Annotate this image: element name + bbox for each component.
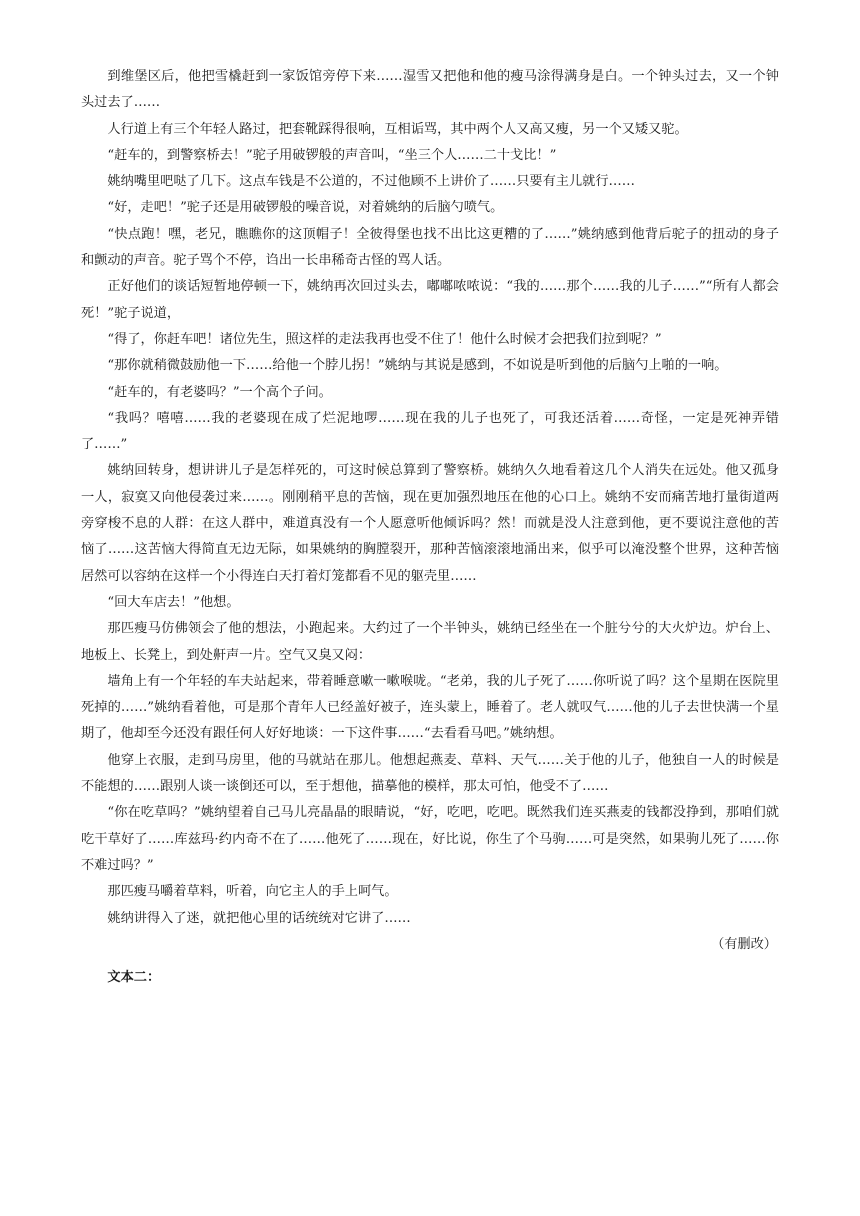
paragraph: 那匹瘦马仿佛领会了他的想法，小跑起来。大约过了一个半钟头，姚纳已经坐在一个脏兮兮的大火炉边。炉台上、地板上、长凳上，到处鼾声一片。空气又臭又闷： [81,621,779,663]
source-note: （有删改） [711,936,777,952]
paragraph: “好，走吧！”驼子还是用破锣般的噪音说，对着姚纳的后脑勺喷气。 [107,200,504,216]
section-heading: 文本二： [107,970,161,986]
paragraph: 人行道上有三个年轻人路过，把套靴踩得很响，互相诟骂，其中两个人又高又瘦，另一个又矮又驼。 [107,121,688,137]
paragraph: “你在吃草吗？”姚纳望着自己马儿亮晶晶的眼睛说，“好，吃吧，吃吧。既然我们连买燕麦的钱都没挣到，那咱们就吃干草好了……库兹玛·约内奇不在了……他死了……现在，好比说，你生了个马驹……可是突然，如果驹儿死了……你不难过吗？” [81,805,779,873]
paragraph: 他穿上衣服，走到马房里，他的马就站在那儿。他想起燕麦、草料、天气……关于他的儿子，他独自一人的时候是不能想的……跟别人谈一谈倒还可以，至于想他，描摹他的模样，那太可怕，他受不了…… [81,752,779,795]
paragraph: “快点跑！嘿，老兄，瞧瞧你的这顶帽子！全彼得堡也找不出比这更糟的了……”姚纳感到他背后驼子的扭动的身子和颤动的声音。驼子骂个不停，诌出一长串稀奇古怪的骂人话。 [81,226,779,269]
paragraph: 正好他们的谈话短暂地停顿一下，姚纳再次回过头去，嘟嘟哝哝说：“我的……那个……我的儿子……”“所有人都会死！”驼子说道， [81,279,779,321]
paragraph: 到维堡区后，他把雪橇赶到一家饭馆旁停下来……湿雪又把他和他的瘦马涂得满身是白。一个钟头过去，又一个钟头过去了…… [81,69,779,111]
paragraph: “赶车的，到警察桥去！”驼子用破锣般的声音叫，“坐三个人……二十戈比！” [107,147,557,163]
paragraph: 姚纳讲得入了迷，就把他心里的话统统对它讲了…… [107,910,411,926]
paragraph: “那你就稍微鼓励他一下……给他一个脖儿拐！”姚纳与其说是感到，不如说是听到他的后脑勺上啪的一响。 [107,358,728,374]
document-page [81,64,779,991]
paragraph: 那匹瘦马嚼着草料，听着，向它主人的手上呵气。 [107,884,398,900]
paragraph: “我吗？嘻嘻……我的老婆现在成了烂泥地啰……现在我的儿子也死了，可我还活着……奇怪，一定是死神弄错了……” [81,410,779,453]
paragraph: “赶车的，有老婆吗？”一个高个子问。 [107,384,332,400]
paragraph: 姚纳回转身，想讲讲儿子是怎样死的，可这时候总算到了警察桥。姚纳久久地看着这几个人消失在远处。他又孤身一人，寂寞又向他侵袭过来……。刚刚稍平息的苦恼，现在更加强烈地压在他的心口上。姚纳不安而痛苦地打量街道两旁穿梭不息的人群：在这人群中，难道真没有一个人愿意听他倾诉吗？然！而就是没人注意到他，更不要说注意他的苦恼了……这苦恼大得简直无边无际，如果姚纳的胸膛裂开，那种苦恼滚滚地涌出来，似乎可以淹没整个世界，这种苦恼居然可以容纳在这样一个小得连白天打着灯笼都看不见的躯壳里…… [81,463,779,584]
paragraph: “回大车店去！”他想。 [107,594,240,610]
paragraph: 姚纳嘴里吧哒了几下。这点车钱是不公道的，不过他顾不上讲价了……只要有主儿就行…… [107,174,635,190]
paragraph: “得了，你赶车吧！诸位先生，照这样的走法我再也受不住了！他什么时候才会把我们拉到呢？” [107,331,662,347]
paragraph: 墙角上有一个年轻的车夫站起来，带着睡意嗽一嗽喉咙。“老弟，我的儿子死了……你听说了吗？这个星期在医院里死掉的……”姚纳看着他，可是那个青年人已经盖好被子，连头蒙上，睡着了。老人就叹气……他的儿子去世快满一个星期了，他却至今还没有跟任何人好好地谈：一下这件事……“去看看马吧。”姚纳想。 [81,673,779,742]
